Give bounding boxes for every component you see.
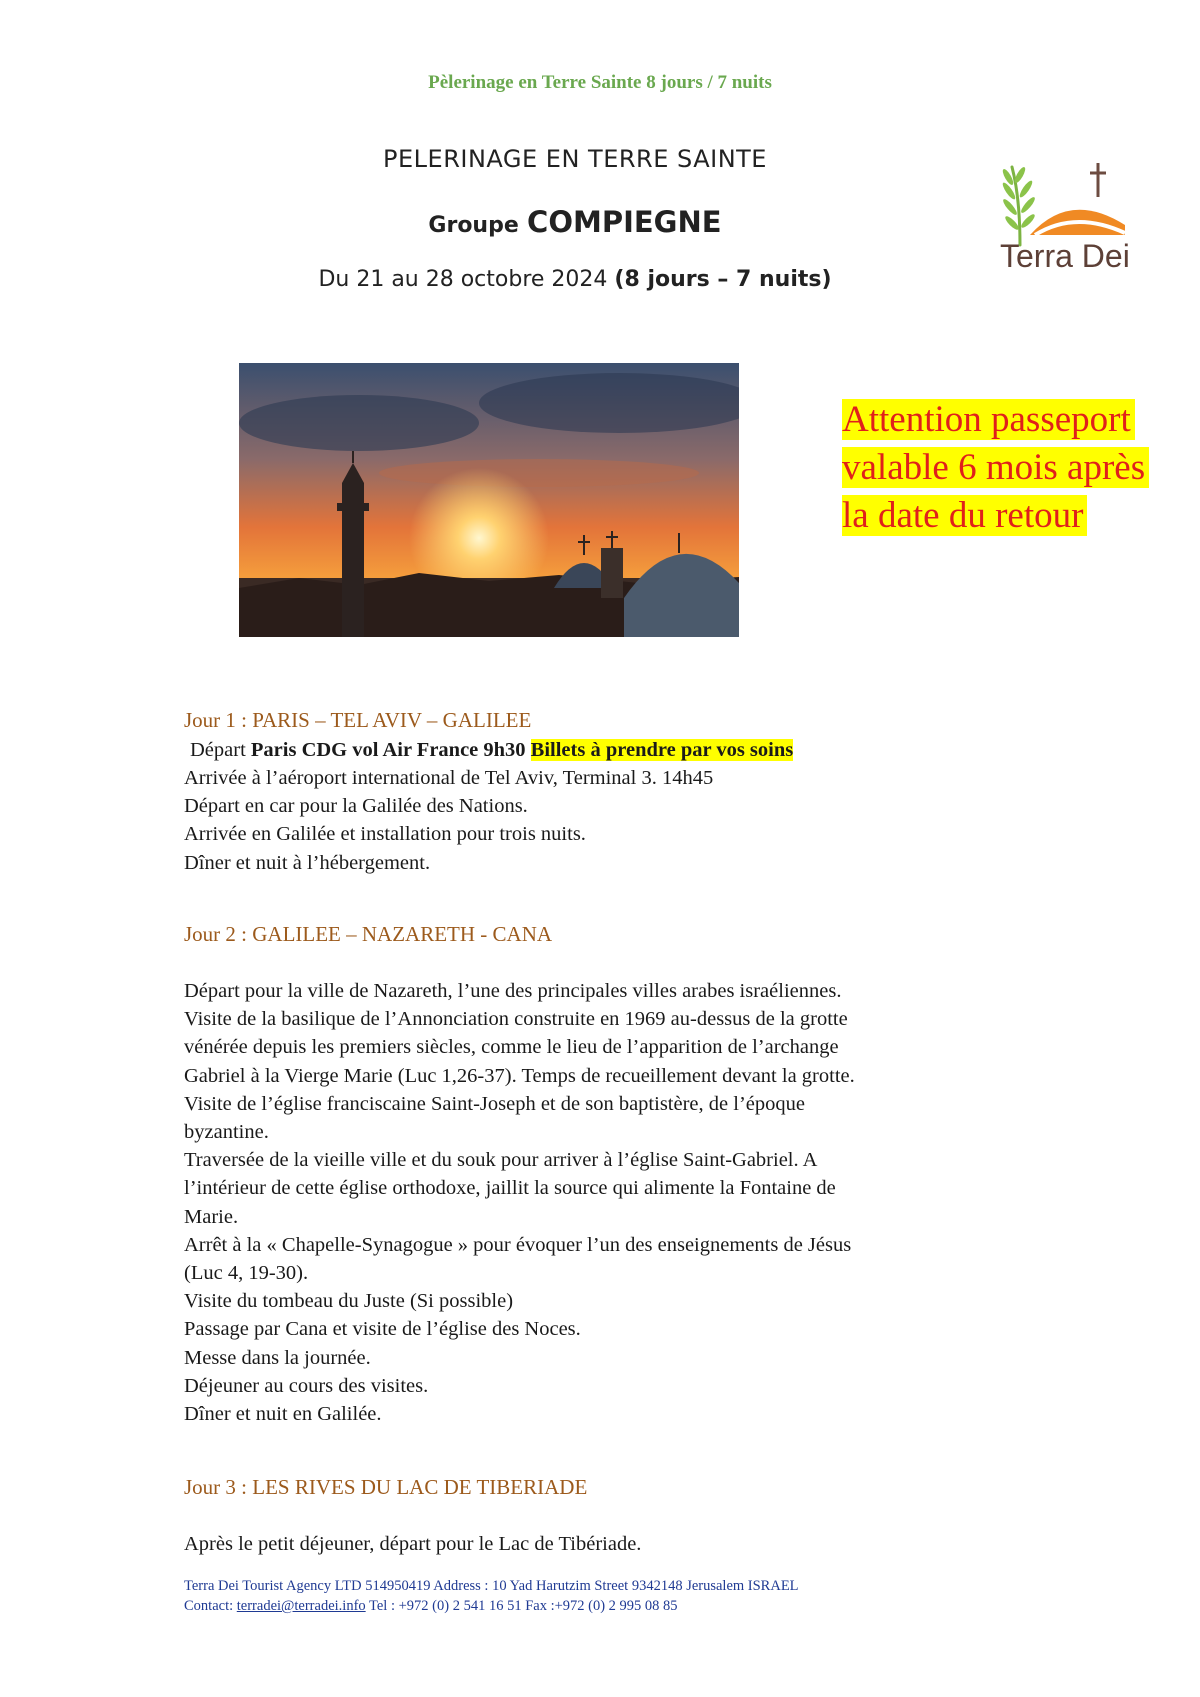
list-item: Marie. <box>184 1205 239 1228</box>
day-3-details <box>184 1530 984 1558</box>
page-title: PELERINAGE EN TERRE SAINTE <box>383 145 767 173</box>
header-line: Pèlerinage en Terre Sainte 8 jours / 7 nuits <box>428 72 772 93</box>
group-line <box>0 205 1150 239</box>
departure-flight: Paris CDG vol Air France 9h30 <box>250 739 526 761</box>
notice-line-2: valable 6 mois après <box>842 447 1149 488</box>
list-item: (Luc 4, 19-30). <box>184 1262 309 1285</box>
list-item: Après le petit déjeuner, départ pour le Lac de Tibériade. <box>184 1533 642 1555</box>
list-item: Arrivée en Galilée et installation pour trois nuits. <box>184 823 586 846</box>
list-item: l’intérieur de cette église orthodoxe, jaillit la source qui alimente la Fontaine de <box>184 1177 836 1200</box>
hero-image-jerusalem-sunset <box>239 363 739 637</box>
list-item: Passage par Cana et visite de l’église des Noces. <box>184 1318 581 1341</box>
list-item: Gabriel à la Vierge Marie (Luc 1,26-37). Temps de recueillement devant la grotte. <box>184 1064 855 1087</box>
day-2-title: Jour 2 : GALILEE – NAZARETH - CANA <box>184 922 553 946</box>
departure-prefix: Départ <box>190 739 246 761</box>
list-item: Arrêt à la « Chapelle-Synagogue » pour évoquer l’un des enseignements de Jésus <box>184 1233 852 1256</box>
contact-label: Contact: <box>184 1598 234 1614</box>
terra-dei-logo <box>990 155 1140 275</box>
list-item: Départ pour la ville de Nazareth, l’une des principales villes arabes israéliennes. <box>184 980 842 1002</box>
footer-contact <box>184 1596 799 1616</box>
day-2-details <box>184 977 984 1428</box>
list-item: Visite du tombeau du Juste (Si possible) <box>184 1290 514 1313</box>
day-1-departure <box>190 736 793 764</box>
day-1-title: Jour 1 : PARIS – TEL AVIV – GALILEE <box>184 708 532 732</box>
footer <box>184 1576 799 1616</box>
list-item: Visite de l’église franciscaine Saint-Joseph et de son baptistère, de l’époque <box>184 1092 805 1115</box>
list-item: Visite de la basilique de l’Annonciation construite en 1969 au-dessus de la grotte <box>184 1008 848 1031</box>
list-item: Départ en car pour la Galilée des Nations. <box>184 795 528 818</box>
date-duration: (8 jours – 7 nuits) <box>614 267 832 292</box>
contact-phone-fax: Tel : +972 (0) 2 541 16 51 Fax :+972 (0) 2 995 08 85 <box>365 1598 678 1614</box>
day-1-details <box>184 764 984 877</box>
date-line <box>0 267 1150 292</box>
email-link[interactable]: terradei@terradei.info <box>236 1598 366 1614</box>
list-item: Déjeuner au cours des visites. <box>184 1374 429 1397</box>
list-item: Dîner et nuit en Galilée. <box>184 1403 382 1426</box>
group-prefix: Groupe <box>428 213 519 238</box>
list-item: Messe dans la journée. <box>184 1346 371 1369</box>
logo-text: Terra Dei <box>1000 238 1130 274</box>
tickets-notice: Billets à prendre par vos soins <box>530 739 794 761</box>
list-item: byzantine. <box>184 1121 269 1144</box>
list-item: Traversée de la vieille ville et du souk pour arriver à l’église Saint-Gabriel. A <box>184 1149 818 1172</box>
notice-line-3: la date du retour <box>842 495 1087 536</box>
date-range: Du 21 au 28 octobre 2024 <box>318 267 608 292</box>
passport-notice <box>842 396 1182 540</box>
list-item: Dîner et nuit à l’hébergement. <box>184 851 431 874</box>
day-3-title: Jour 3 : LES RIVES DU LAC DE TIBERIADE <box>184 1475 588 1499</box>
footer-address: Terra Dei Tourist Agency LTD 514950419 Address : 10 Yad Harutzim Street 9342148 Jerusalem ISRAEL <box>184 1578 799 1594</box>
list-item: vénérée depuis les premiers siècles, comme le lieu de l’apparition de l’archange <box>184 1036 839 1059</box>
list-item: Arrivée à l’aéroport international de Tel Aviv, Terminal 3. 14h45 <box>184 767 714 789</box>
notice-line-1: Attention passeport <box>842 399 1135 440</box>
group-name: COMPIEGNE <box>527 205 722 239</box>
